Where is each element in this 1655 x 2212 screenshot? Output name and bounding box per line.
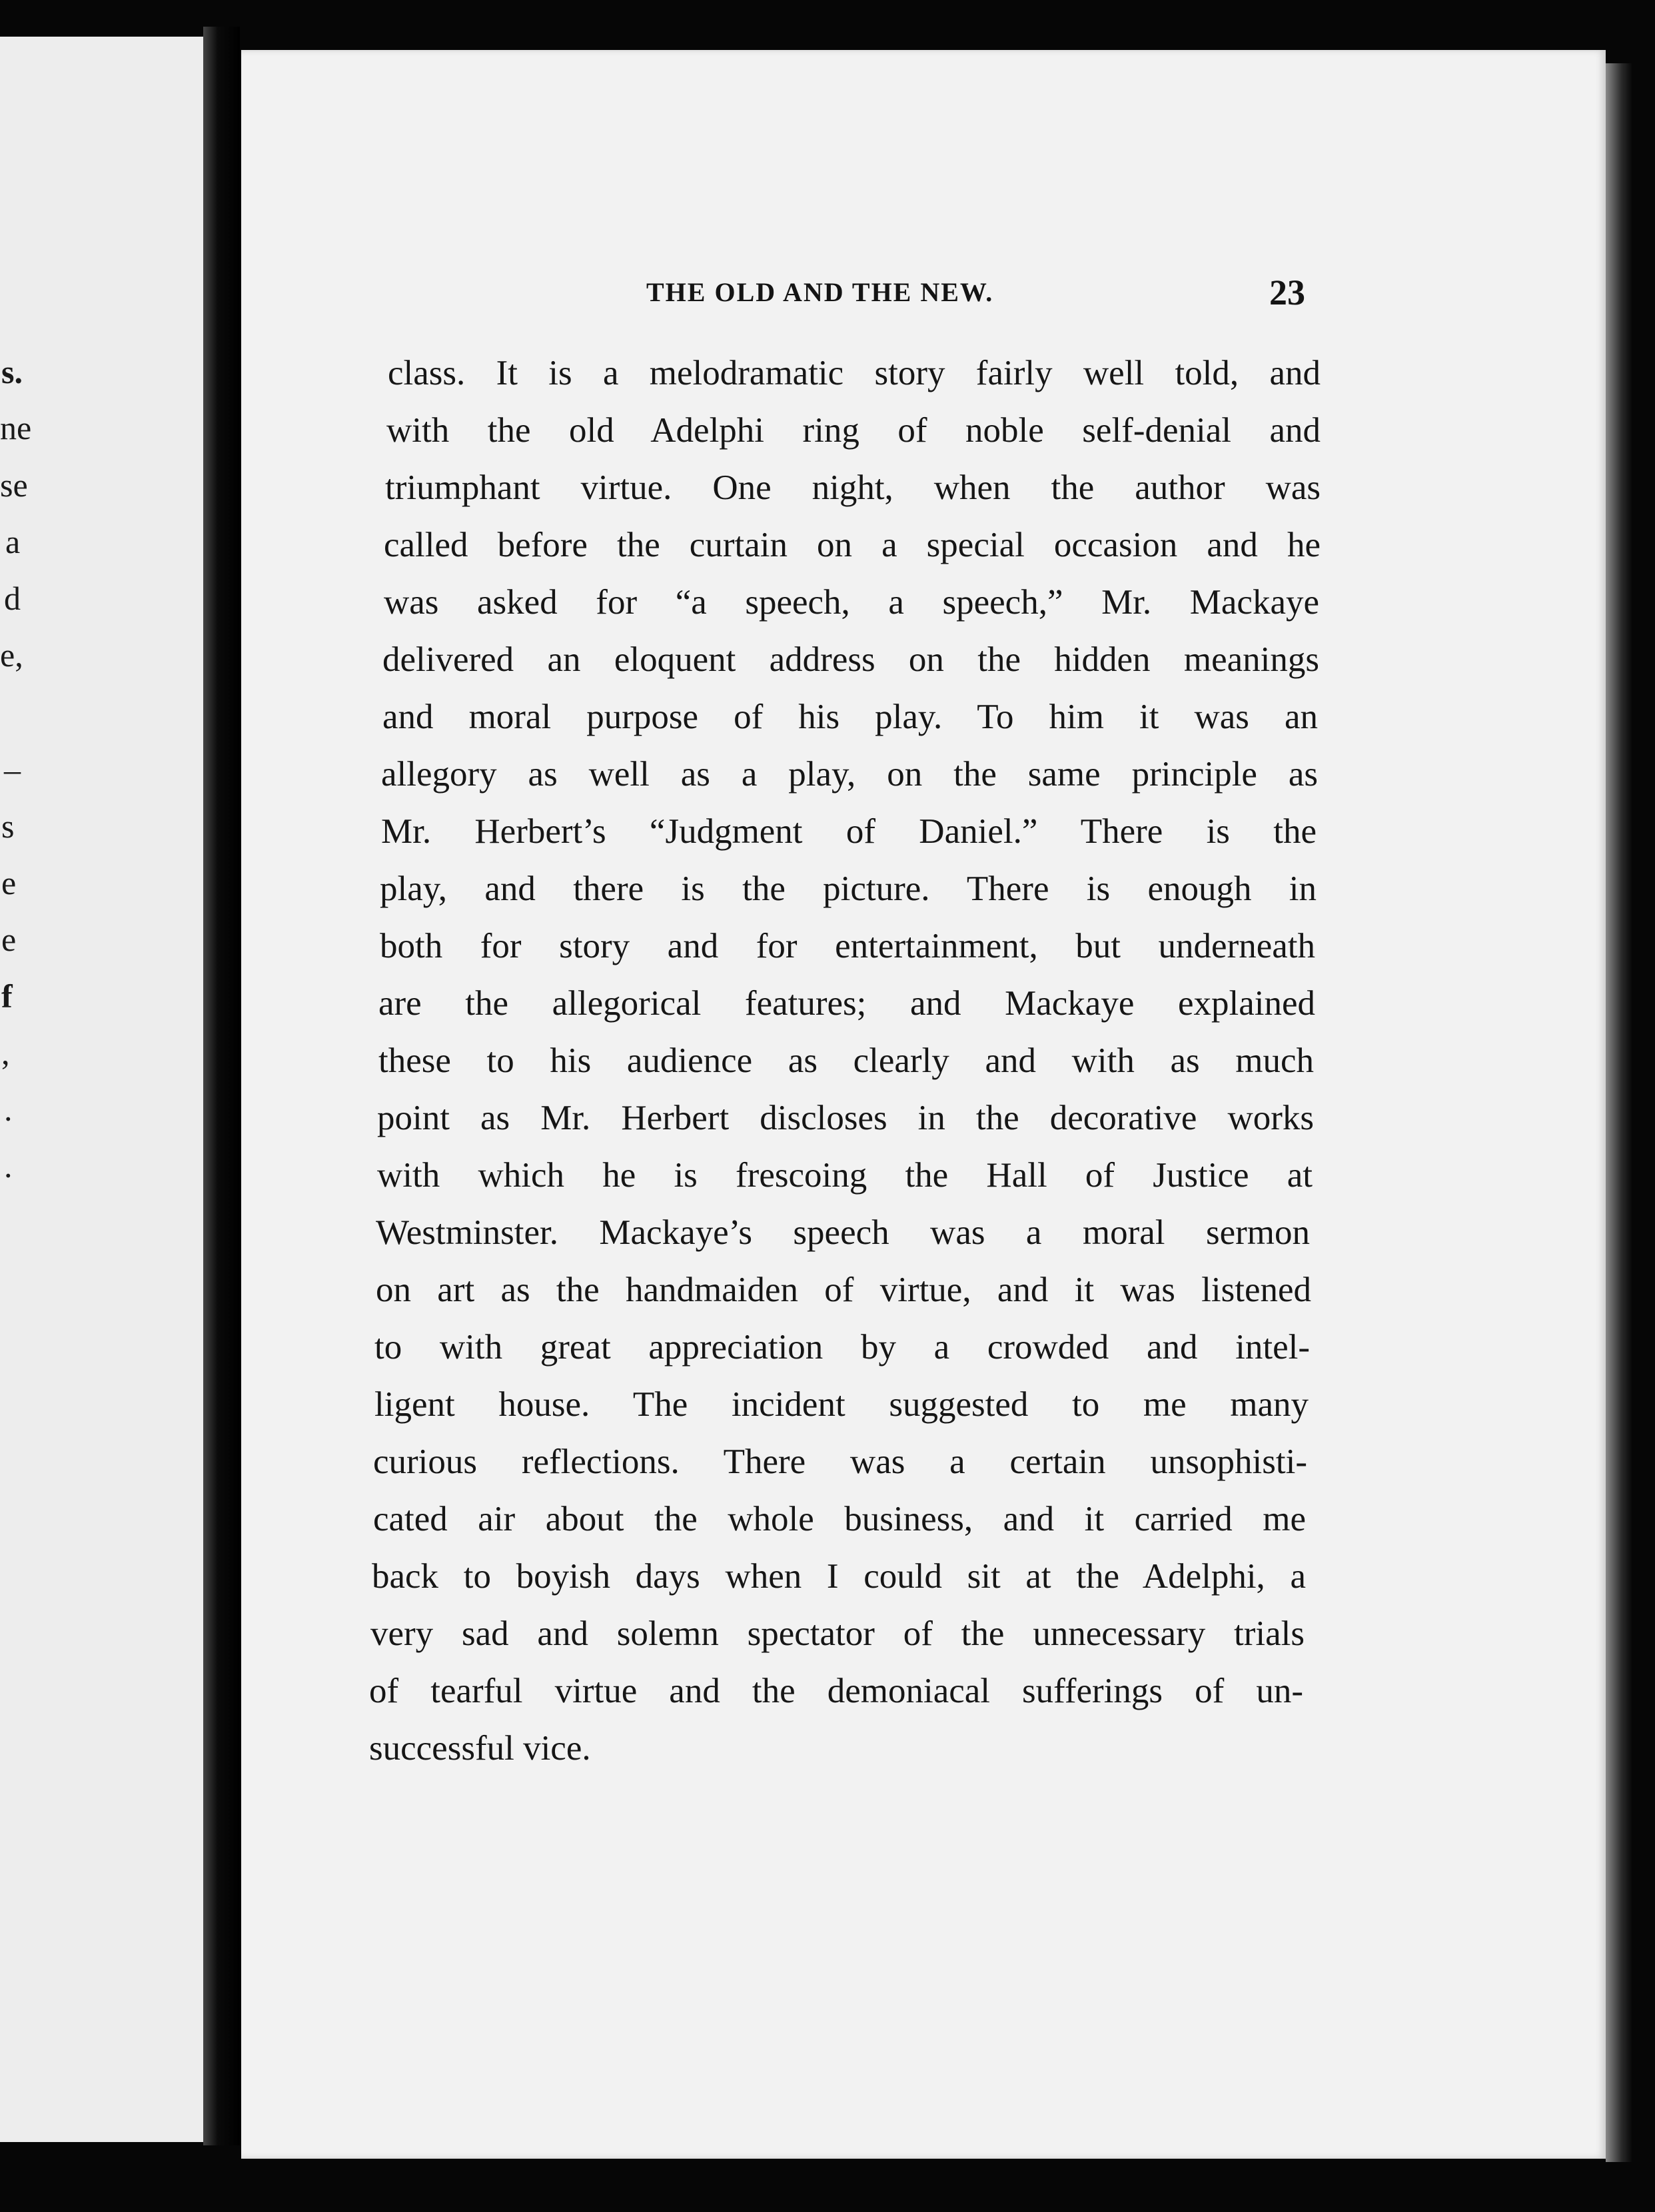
text-line: play, and there is the picture. There is enough in: [380, 869, 1317, 908]
text-line: Mr. Herbert’s “Judgment of Daniel.” There is the: [381, 812, 1317, 851]
running-title: THE OLD AND THE NEW.: [646, 277, 994, 307]
text-line: delivered an eloquent address on the hidden meanings: [382, 640, 1319, 679]
edge-fragment: .: [4, 1091, 13, 1128]
text-line: point as Mr. Herbert discloses in the decorative works: [377, 1099, 1314, 1137]
text-line: on art as the handmaiden of virtue, and it was listened: [376, 1271, 1311, 1309]
text-line: was asked for “a speech, a speech,” Mr. Mackaye: [384, 583, 1319, 622]
edge-fragment: se: [0, 466, 28, 504]
text-line: and moral purpose of his play. To him it was an: [382, 698, 1318, 736]
text-line: class. It is a melodramatic story fairly well told, and: [388, 354, 1321, 392]
edge-fragment: s.: [1, 353, 23, 390]
text-line: back to boyish days when I could sit at the Adelphi, a: [372, 1557, 1306, 1596]
edge-fragment: e,: [0, 636, 23, 674]
edge-fragment: .: [4, 1147, 13, 1185]
text-line: are the allegorical features; and Mackaye explained: [378, 984, 1315, 1023]
text-line: to with great appreciation by a crowded and intel-: [374, 1328, 1310, 1367]
binding-gutter: [203, 27, 240, 2145]
text-line: with which he is frescoing the Hall of Justice at: [377, 1156, 1313, 1195]
text-line: of tearful virtue and the demoniacal sufferings of un-: [369, 1672, 1303, 1710]
page-edge-shadow: [1606, 63, 1632, 2162]
edge-fragment: d: [4, 580, 21, 617]
edge-fragment: e: [1, 921, 17, 958]
edge-fragment: ne: [0, 409, 32, 446]
text-line: allegory as well as a play, on the same principle as: [381, 755, 1318, 794]
text-line: Westminster. Mackaye’s speech was a moral sermon: [376, 1213, 1310, 1252]
edge-fragment: e: [1, 864, 17, 901]
previous-page-edge: [0, 37, 203, 2142]
text-line: both for story and for entertainment, but underneath: [380, 927, 1315, 965]
text-line: ligent house. The incident suggested to me many: [374, 1385, 1309, 1424]
text-line: curious reflections. There was a certain unsophisti-: [373, 1442, 1307, 1481]
edge-fragment: ,: [1, 1034, 10, 1071]
edge-fragment: s: [1, 808, 15, 845]
text-line: very sad and solemn spectator of the unnecessary trials: [370, 1614, 1305, 1653]
text-line: cated air about the whole business, and it carried me: [373, 1500, 1306, 1538]
text-line: with the old Adelphi ring of noble self-denial and: [386, 411, 1321, 450]
page-number: 23: [1269, 273, 1305, 312]
text-line: successful vice.: [369, 1729, 591, 1768]
text-line: these to his audience as clearly and with as much: [378, 1041, 1314, 1080]
edge-fragment: f: [1, 977, 13, 1015]
edge-fragment: –: [4, 751, 21, 788]
text-line: triumphant virtue. One night, when the author was: [385, 468, 1321, 507]
edge-fragment: a: [5, 523, 21, 560]
text-line: called before the curtain on a special occasion and he: [384, 526, 1321, 564]
